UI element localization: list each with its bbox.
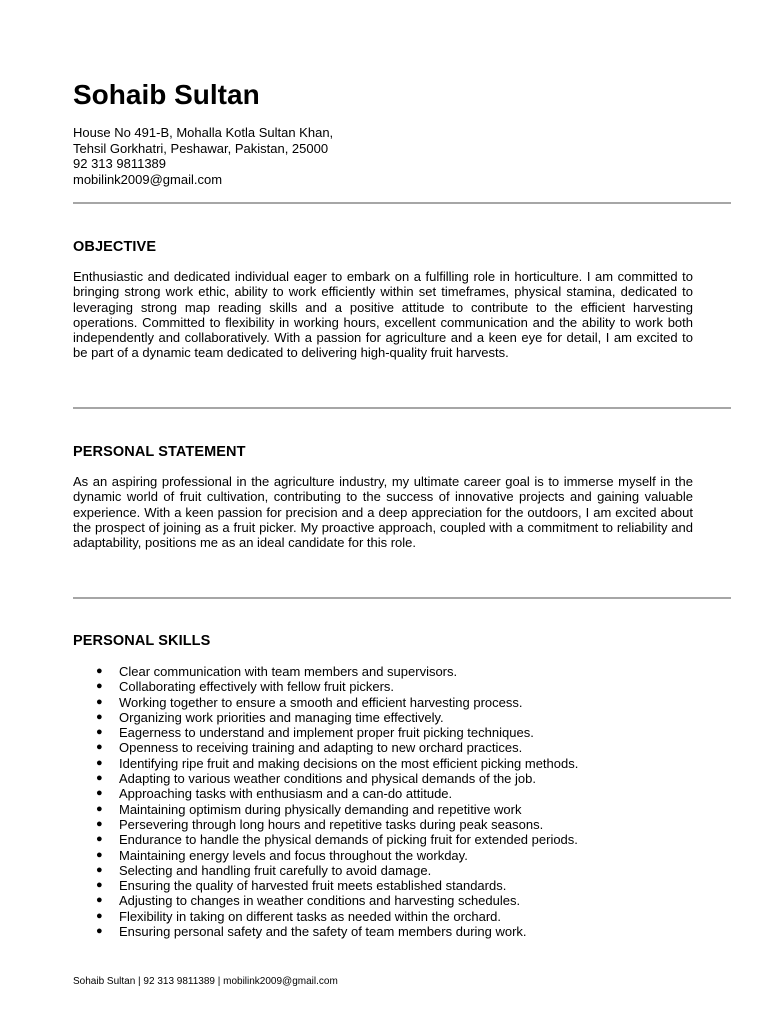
skill-text: Selecting and handling fruit carefully to avoid damage. <box>119 862 432 878</box>
phone-number: 92 313 9811389 <box>73 156 167 171</box>
section-divider <box>73 407 731 409</box>
bullet-icon: ● <box>96 817 103 830</box>
bullet-icon: ● <box>96 665 103 677</box>
skill-list-item <box>73 740 733 755</box>
skill-text: Clear communication with team members and supervisors. <box>119 664 458 679</box>
bullet-icon: ● <box>96 925 103 938</box>
personal-statement-heading: PERSONAL STATEMENT <box>73 444 246 460</box>
objective-text: Enthusiastic and dedicated individual eager to embark on a fulfilling role in horticulture. I am committed to bringing strong work ethic, ability to work efficiently within set timeframes, physical stamina, dedicated to leveraging strong map reading skills and a positive attitude to contribute to the efficient harvesting operations. Committed to flexibility in working hours, excellent communication and the ability to work both independently and collaboratively. With a passion for agriculture and a keen eye for detail, I am excited to be part of a dynamic team dedicated to delivering high-quality fruit harvests. <box>73 269 693 361</box>
skill-text: Endurance to handle the physical demands of picking fruit for extended periods. <box>119 832 578 848</box>
bullet-icon: ● <box>96 802 103 815</box>
bullet-icon: ● <box>96 741 103 754</box>
skills-list <box>73 664 733 939</box>
address-line-2: Tehsil Gorkhatri, Peshawar, Pakistan, 25000 <box>73 140 329 156</box>
section-divider <box>73 202 731 204</box>
skill-list-item <box>73 893 733 908</box>
skill-text: Flexibility in taking on different tasks as needed within the orchard. <box>119 908 502 924</box>
skill-text: Maintaining energy levels and focus throughout the workday. <box>119 847 468 863</box>
email-address: mobilink2009@gmail.com <box>73 171 223 187</box>
skill-list-item <box>73 909 733 924</box>
bullet-icon: ● <box>96 726 103 739</box>
skill-text: Ensuring personal safety and the safety of team members during work. <box>119 924 527 940</box>
bullet-icon: ● <box>96 710 103 723</box>
bullet-icon: ● <box>96 863 103 876</box>
skill-list-item <box>73 817 733 832</box>
skill-list-item <box>73 924 733 939</box>
skill-list-item <box>73 664 733 679</box>
skill-text: Organizing work priorities and managing time effectively. <box>119 709 444 725</box>
skill-list-item <box>73 863 733 878</box>
candidate-name: Sohaib Sultan <box>73 79 260 110</box>
skill-list-item <box>73 786 733 801</box>
contact-block <box>73 125 333 187</box>
bullet-icon: ● <box>96 680 103 693</box>
skill-text: Persevering through long hours and repetitive tasks during peak seasons. <box>119 816 544 832</box>
skill-text: Collaborating effectively with fellow fruit pickers. <box>119 679 395 695</box>
skill-text: Adjusting to changes in weather conditions and harvesting schedules. <box>119 893 521 909</box>
personal-statement-text: As an aspiring professional in the agriculture industry, my ultimate career goal is to immerse myself in the dynamic world of fruit cultivation, contributing to the success of innovative projects and gaining valuable experience. With a keen passion for precision and a deep appreciation for the outdoors, I am excited about the prospect of joining as a fruit picker. My proactive approach, coupled with a commitment to reliability and adaptability, positions me as an ideal candidate for this role. <box>73 474 693 551</box>
skill-list-item <box>73 710 733 725</box>
skill-list-item <box>73 695 733 710</box>
bullet-icon: ● <box>96 894 103 907</box>
bullet-icon: ● <box>96 848 103 861</box>
personal-skills-heading: PERSONAL SKILLS <box>73 633 211 649</box>
skill-text: Eagerness to understand and implement proper fruit picking techniques. <box>119 725 534 741</box>
skill-list-item <box>73 878 733 893</box>
bullet-icon: ● <box>96 695 103 708</box>
skill-text: Approaching tasks with enthusiasm and a can-do attitude. <box>119 786 453 802</box>
skill-list-item <box>73 679 733 694</box>
bullet-icon: ● <box>96 879 103 892</box>
skill-text: Maintaining optimism during physically demanding and repetitive work <box>119 801 522 817</box>
bullet-icon: ● <box>96 909 103 922</box>
skill-text: Working together to ensure a smooth and efficient harvesting process. <box>119 694 523 710</box>
skill-list-item <box>73 756 733 771</box>
skill-text: Adapting to various weather conditions and physical demands of the job. <box>119 771 536 787</box>
skill-list-item <box>73 725 733 740</box>
page-footer: Sohaib Sultan | 92 313 9811389 | mobilink2009@gmail.com <box>73 976 338 987</box>
bullet-icon: ● <box>96 787 103 800</box>
bullet-icon: ● <box>96 772 103 785</box>
bullet-icon: ● <box>96 833 103 846</box>
section-divider <box>73 597 731 599</box>
address-line-1: House No 491-B, Mohalla Kotla Sultan Khan, <box>73 125 334 140</box>
skill-list-item <box>73 771 733 786</box>
bullet-icon: ● <box>96 756 103 769</box>
skill-text: Identifying ripe fruit and making decisions on the most efficient picking methods. <box>119 755 579 771</box>
skill-list-item <box>73 848 733 863</box>
skill-list-item <box>73 802 733 817</box>
objective-heading: OBJECTIVE <box>73 239 157 255</box>
skill-list-item <box>73 832 733 847</box>
skill-text: Ensuring the quality of harvested fruit meets established standards. <box>119 878 507 894</box>
skill-text: Openness to receiving training and adapting to new orchard practices. <box>119 740 523 756</box>
